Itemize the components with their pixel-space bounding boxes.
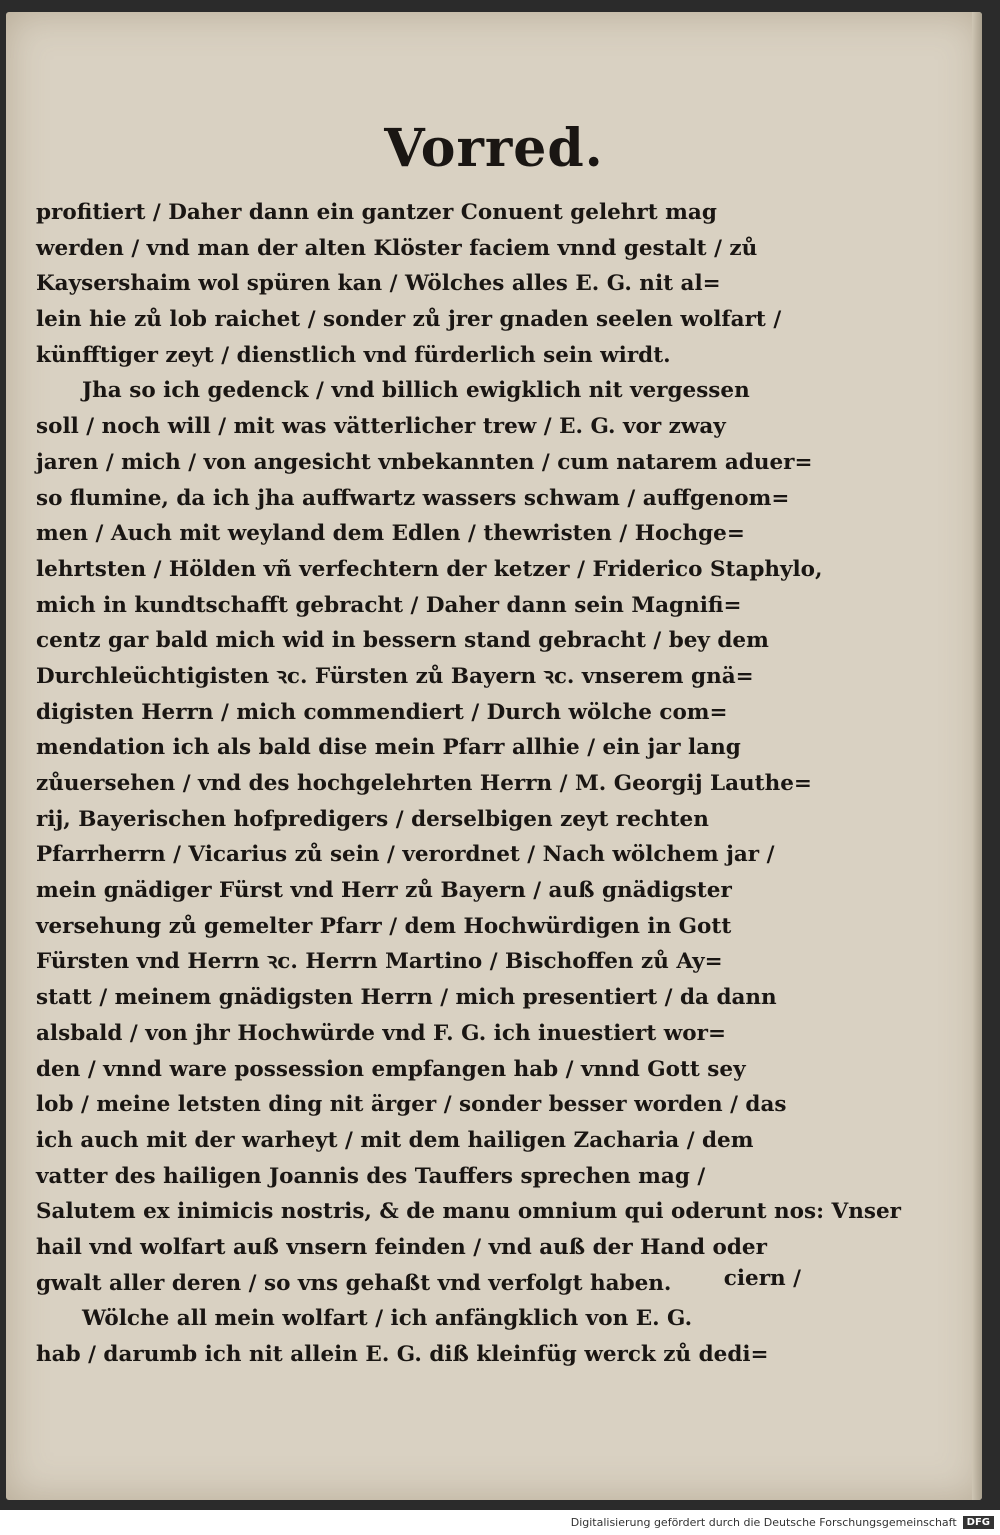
body-text: [36, 195, 901, 1373]
text-line: statt / meinem gnädigsten Herrn / mich presentiert / da dann: [36, 985, 777, 1011]
text-line: gwalt aller deren / so vns gehaßt vnd verfolgt haben.: [36, 1270, 672, 1296]
text-line: profitiert / Daher dann ein gantzer Conuent gelehrt mag: [36, 200, 717, 225]
text-line: centz gar bald mich wid in bessern stand gebracht / bey dem: [36, 628, 769, 654]
text-line: so flumine, da ich jha auffwartz wassers schwam / auffgenom=: [36, 485, 790, 511]
text-line: jaren / mich / von angesicht vnbekannten / cum natarem aduer=: [36, 449, 813, 475]
text-line: werden / vnd man der alten Klöster faciem vnnd gestalt / zů: [36, 235, 758, 261]
text-line: hab / darumb ich nit allein E. G. diß kleinfüg werck zů dedi=: [36, 1342, 769, 1367]
text-line: mendation ich als bald dise mein Pfarr allhie / ein jar lang: [36, 735, 741, 761]
text-line: lob / meine letsten ding nit ärger / sonder besser worden / das: [36, 1092, 787, 1118]
text-line: Wölche all mein wolfart / ich anfängklich von E. G.: [82, 1306, 693, 1332]
text-line: rij, Bayerischen hofpredigers / derselbigen zeyt rechten: [36, 806, 709, 832]
text-line: Durchleüchtigisten ꝛc. Fürsten zů Bayern ꝛc. vnserem gnä=: [36, 663, 754, 689]
text-line: den / vnnd ware possession empfangen hab / vnnd Gott sey: [36, 1056, 746, 1082]
text-line: men / Auch mit weyland dem Edlen / thewristen / Hochge=: [36, 521, 745, 547]
text-line: versehung zů gemelter Pfarr / dem Hochwürdigen in Gott: [36, 913, 732, 939]
text-line: künfftiger zeyt / dienstlich vnd fürderlich sein wirdt.: [36, 342, 671, 368]
text-line: Kaysershaim wol spüren kan / Wölches alles E. G. nit al=: [36, 271, 721, 297]
book-page: [6, 12, 982, 1500]
digitization-footer: [571, 1513, 994, 1531]
text-line: zůuersehen / vnd des hochgelehrten Herrn / M. Georgij Lauthe=: [36, 771, 812, 796]
text-line: mich in kundtschafft gebracht / Daher dann sein Magnifi=: [36, 592, 742, 618]
text-line: mein gnädiger Fürst vnd Herr zů Bayern / auß gnädigster: [36, 878, 732, 904]
text-line: Fürsten vnd Herrn ꝛc. Herrn Martino / Bischoffen zů Ay=: [36, 949, 723, 975]
text-line: lein hie zů lob raichet / sonder zů jrer gnaden seelen wolfart /: [36, 307, 782, 333]
text-line: Jha so ich gedenck / vnd billich ewigklich nit vergessen: [82, 378, 750, 404]
text-line: soll / noch will / mit was vätterlicher trew / E. G. vor zway: [36, 414, 726, 440]
text-line: lehrtsten / Hölden vñ verfechtern der ketzer / Friderico Staphylo,: [36, 556, 823, 582]
page-heading: Vorred.: [384, 118, 604, 179]
text-line: ich auch mit der warheyt / mit dem hailigen Zacharia / dem: [36, 1127, 754, 1153]
text-line: vatter des hailigen Joannis des Tauffers sprechen mag /: [36, 1163, 706, 1189]
text-line: hail vnd wolfart auß vnsern feinden / vnd auß der Hand oder: [36, 1234, 767, 1260]
dfg-logo: DFG: [963, 1516, 994, 1529]
text-line: Pfarrherrn / Vicarius zů sein / verordnet / Nach wölchem jar /: [36, 842, 775, 868]
text-line: digisten Herrn / mich commendiert / Durch wölche com=: [36, 699, 728, 725]
catchword: ciern /: [723, 1266, 801, 1291]
funding-credit: Digitalisierung gefördert durch die Deutsche Forschungsgemeinschaft: [570, 1515, 957, 1529]
text-line: Salutem ex inimicis nostris, & de manu omnium qui oderunt nos: Vnser: [36, 1199, 901, 1225]
text-line: alsbald / von jhr Hochwürde vnd F. G. ich inuestiert wor=: [36, 1020, 726, 1046]
page-edge: [972, 12, 982, 1500]
